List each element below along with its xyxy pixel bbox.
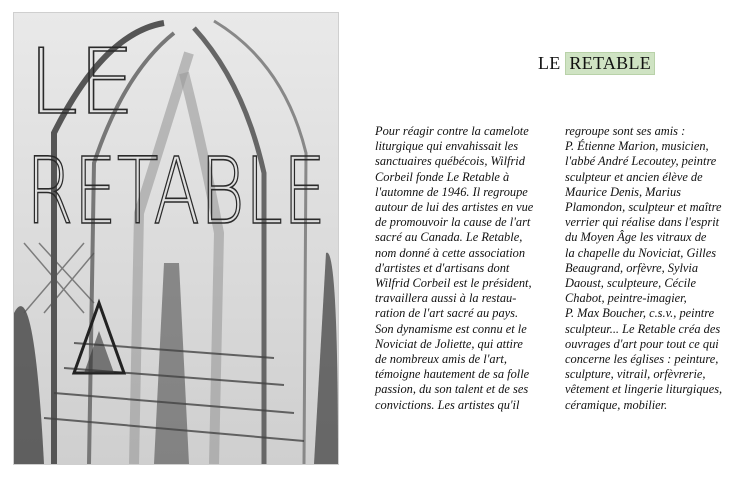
text-line: P. Étienne Marion, musicien, — [565, 139, 709, 154]
article-column-1 — [375, 124, 555, 413]
text-line: céramique, mobilier. — [565, 397, 668, 412]
article-heading — [538, 53, 655, 74]
text-line: Corbeil fonde Le Retable à — [375, 169, 510, 184]
text-line: l'abbé André Lecoutey, peintre — [565, 154, 717, 169]
text-line: travaillera aussi à la restau- — [375, 291, 517, 306]
text-line: P. Max Boucher, c.s.v., peintre — [565, 306, 715, 321]
text-line: passion, du son talent et de ses — [375, 382, 529, 397]
text-line: de promouvoir la cause de l'art — [375, 215, 531, 230]
text-line: concerne les églises : peinture, — [565, 352, 719, 367]
text-line: sculpture, vitrail, orfèvrerie, — [565, 367, 706, 382]
text-line: la chapelle du Noviciat, Gilles — [565, 245, 717, 260]
text-line: regroupe sont ses amis : — [565, 124, 686, 138]
text-line: ouvrages d'art pour tout ce qui — [565, 336, 719, 351]
text-line: nom donné à cette association — [375, 245, 526, 260]
poster-artwork — [14, 13, 338, 464]
text-line: d'artistes et d'artisans dont — [375, 260, 510, 275]
text-line: Noviciat de Joliette, qui attire — [375, 336, 523, 351]
text-line: verrier qui réalise dans l'esprit — [565, 215, 720, 230]
text-line: Plamondon, sculpteur et maître — [565, 200, 722, 215]
text-line: Son dynamisme est connu et le — [375, 321, 527, 336]
text-line: sanctuaires québécois, Wilfrid — [375, 154, 525, 169]
text-line: Chabot, peintre-imagier, — [565, 291, 687, 306]
text-line: Wilfrid Corbeil est le président, — [375, 276, 532, 291]
text-line: vêtement et lingerie liturgiques, — [565, 382, 723, 397]
text-line: convictions. Les artistes qu'il — [375, 397, 520, 412]
poster-illustration — [13, 12, 339, 465]
text-line: ration de l'art sacré au pays. — [375, 306, 519, 321]
heading-first-word: LE — [538, 53, 561, 73]
heading-highlight-word: RETABLE — [565, 52, 655, 75]
text-line: de nombreux amis de l'art, — [375, 352, 507, 367]
text-line: sculpteur et ancien élève de — [565, 169, 703, 184]
article-column-2 — [565, 124, 743, 413]
text-line: Pour réagir contre la camelote — [375, 124, 529, 138]
poster-title-line1: LE — [28, 30, 136, 135]
text-line: l'automne de 1946. Il regroupe — [375, 184, 528, 199]
text-line: autour de lui des artistes en vue — [375, 200, 534, 215]
text-line: sculpteur... Le Retable créa des — [565, 321, 721, 336]
text-line: du Moyen Âge les vitraux de — [565, 230, 707, 245]
text-line: Beaugrand, orfèvre, Sylvia — [565, 260, 699, 275]
text-line: Daoust, sculpteure, Cécile — [565, 276, 696, 291]
poster-title-line2: RETABLE — [26, 138, 326, 245]
text-line: liturgique qui envahissait les — [375, 139, 519, 154]
text-line: Maurice Denis, Marius — [565, 184, 681, 199]
text-line: témoigne hautement de sa folle — [375, 367, 530, 382]
text-line: sacré au Canada. Le Retable, — [375, 230, 523, 245]
